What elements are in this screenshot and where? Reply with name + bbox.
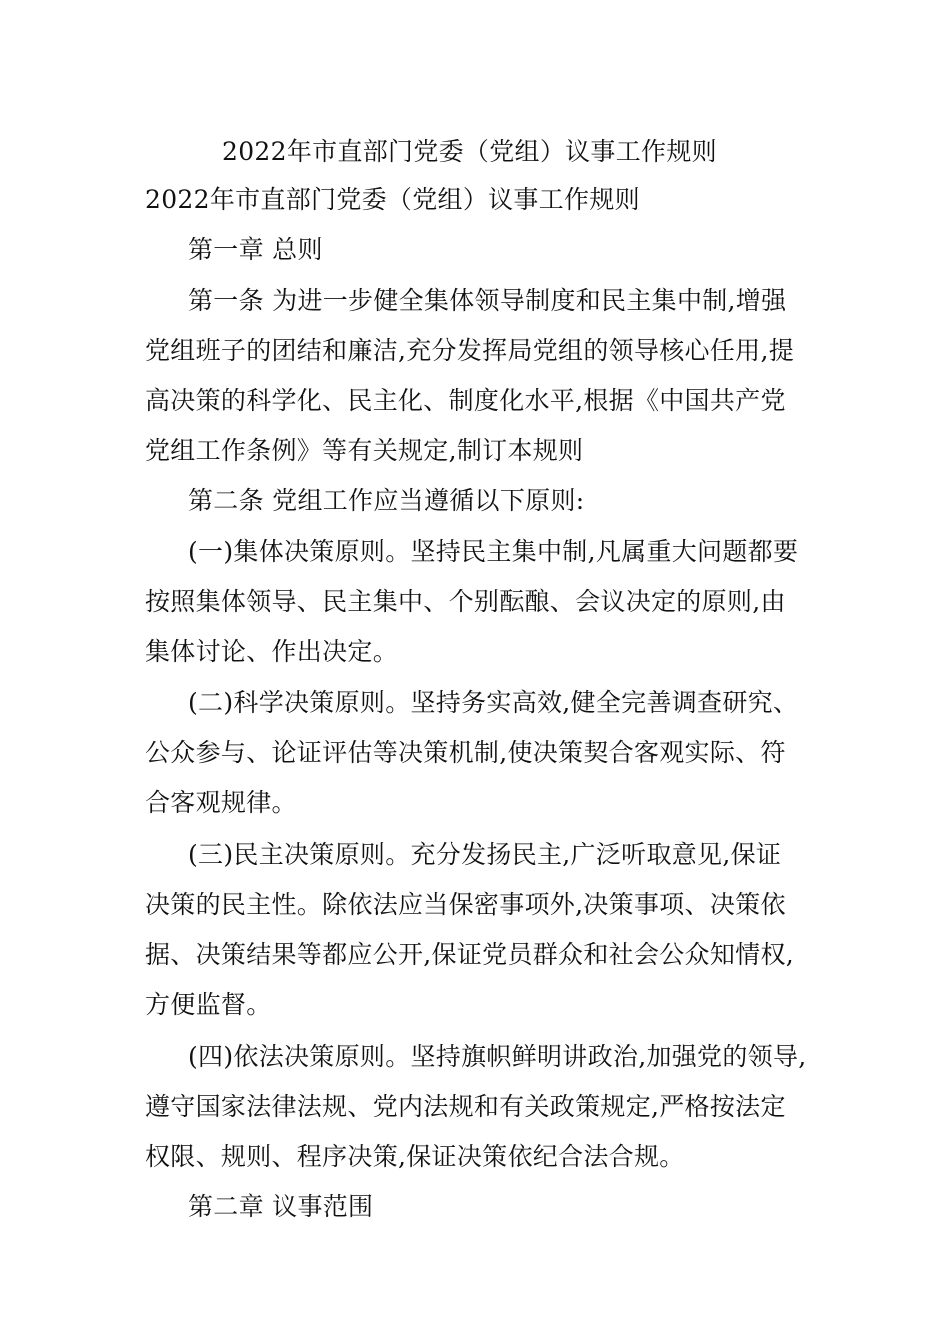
article-1-line-2: 党组班子的团结和廉洁,充分发挥局党组的领导核心任用,提 xyxy=(145,336,794,365)
principle-3-line-1: (三)民主决策原则。充分发扬民主,广泛听取意见,保证 xyxy=(188,840,782,869)
article-1-line-3: 高决策的科学化、民主化、制度化水平,根据《中国共产党 xyxy=(145,386,786,415)
principle-1-line-3: 集体讨论、作出决定。 xyxy=(145,637,399,666)
article-2-heading: 第二条 党组工作应当遵循以下原则: xyxy=(188,486,585,515)
principle-4-line-1: (四)依法决策原则。坚持旗帜鲜明讲政治,加强党的领导, xyxy=(188,1042,807,1071)
chapter-heading-1: 第一章 总则 xyxy=(188,235,323,264)
article-1-line-4: 党组工作条例》等有关规定,制订本规则 xyxy=(145,436,584,465)
principle-2-line-2: 公众参与、论证评估等决策机制,使决策契合客观实际、符 xyxy=(145,738,786,767)
principle-3-line-4: 方便监督。 xyxy=(145,990,272,1019)
principle-3-line-2: 决策的民主性。除依法应当保密事项外,决策事项、决策依 xyxy=(145,890,786,919)
principle-3-line-3: 据、决策结果等都应公开,保证党员群众和社会公众知情权, xyxy=(145,940,794,969)
principle-1-line-1: (一)集体决策原则。坚持民主集中制,凡属重大问题都要 xyxy=(188,537,799,566)
principle-2-line-3: 合客观规律。 xyxy=(145,788,297,817)
chapter-heading-2: 第二章 议事范围 xyxy=(188,1192,374,1221)
document-subtitle: 2022年市直部门党委（党组）议事工作规则 xyxy=(145,185,640,214)
principle-2-line-1: (二)科学决策原则。坚持务实高效,健全完善调查研究、 xyxy=(188,688,799,717)
document-title: 2022年市直部门党委（党组）议事工作规则 xyxy=(222,137,717,166)
principle-4-line-2: 遵守国家法律法规、党内法规和有关政策规定,严格按法定 xyxy=(145,1092,786,1121)
principle-1-line-2: 按照集体领导、民主集中、个别酝酿、会议决定的原则,由 xyxy=(145,587,786,616)
principle-4-line-3: 权限、规则、程序决策,保证决策依纪合法合规。 xyxy=(145,1142,685,1171)
article-1-line-1: 第一条 为进一步健全集体领导制度和民主集中制,增强 xyxy=(188,286,787,315)
